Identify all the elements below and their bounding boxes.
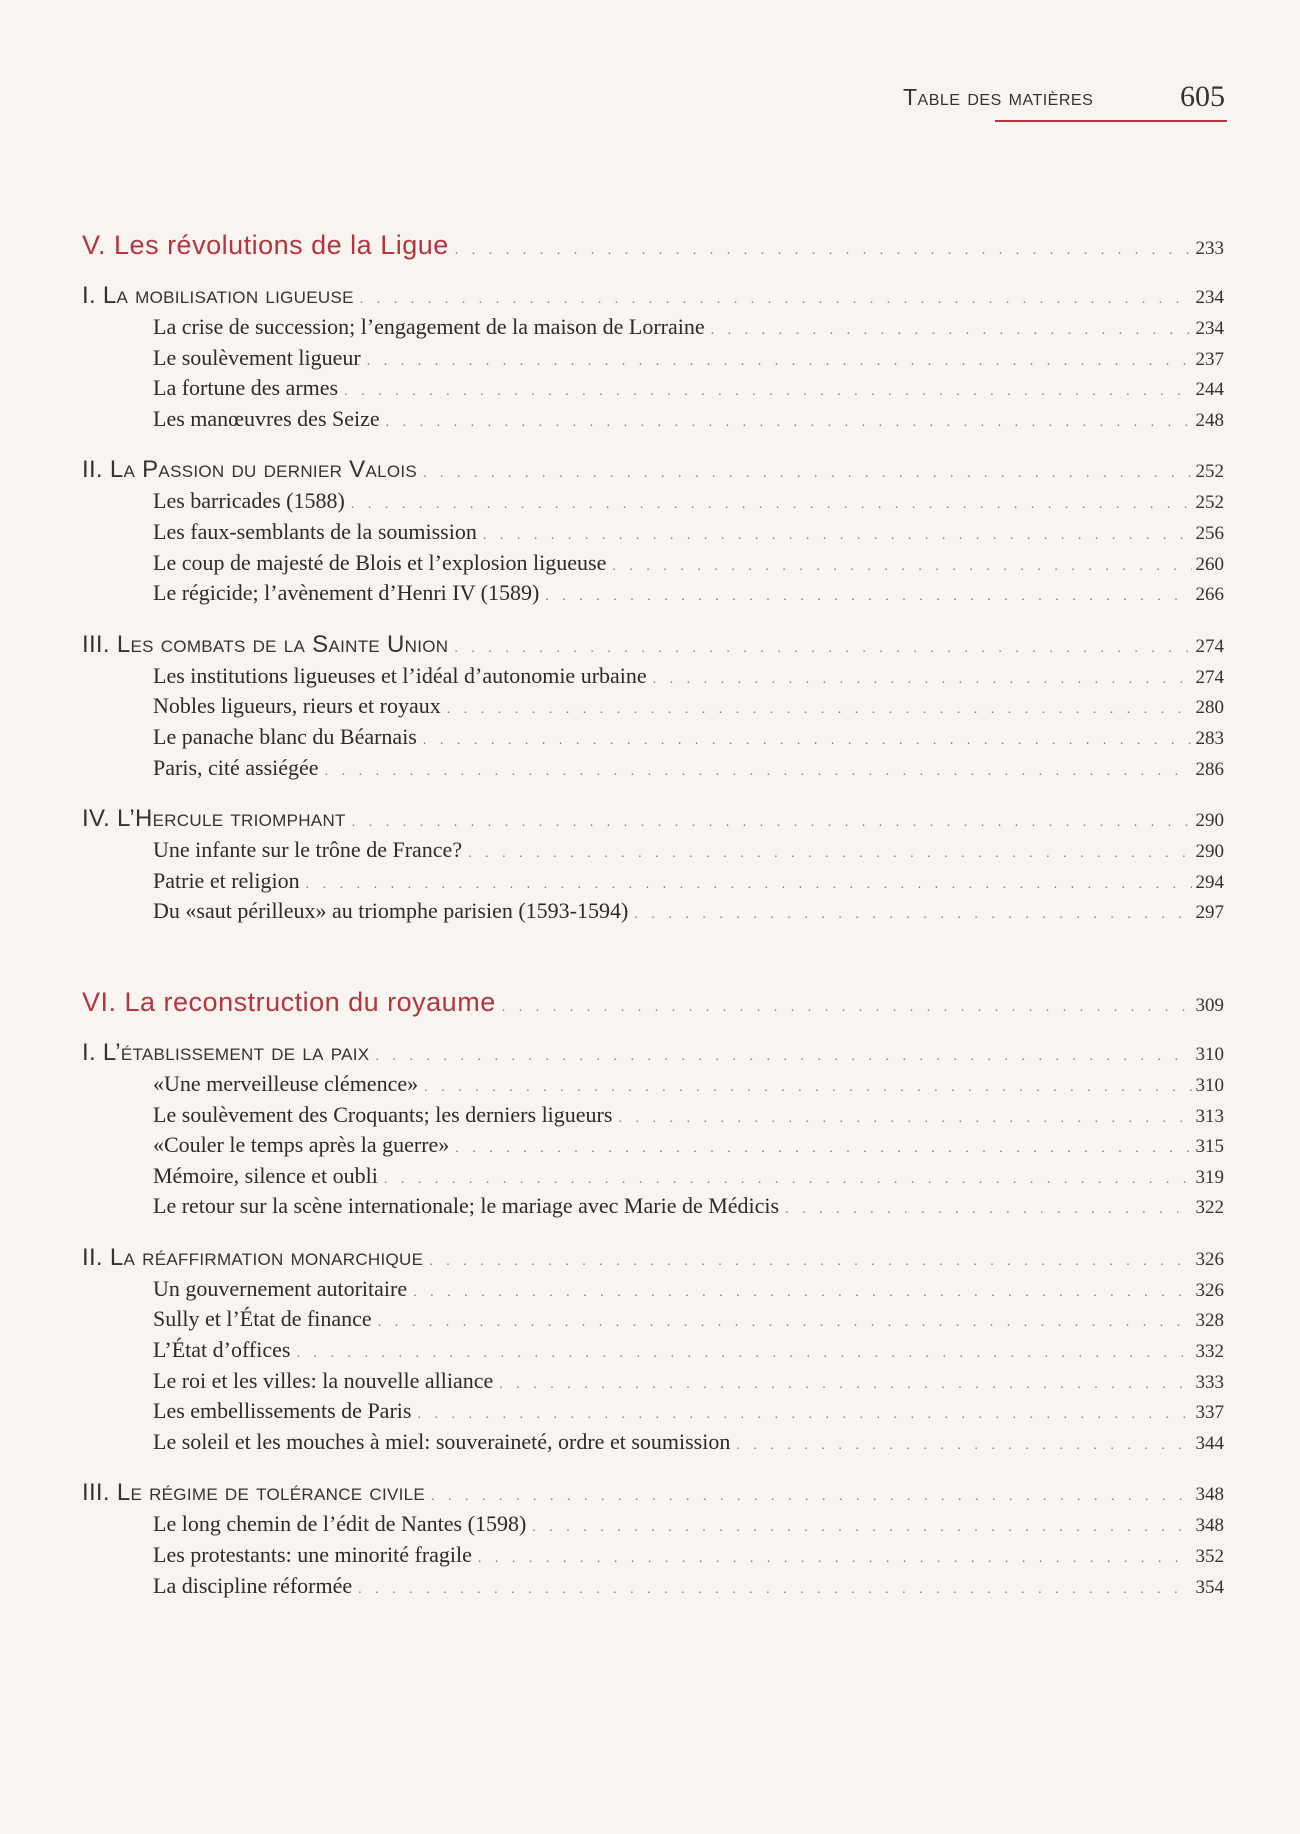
section-entry-page: 274 bbox=[1195, 666, 1224, 688]
dot-leader bbox=[358, 1582, 1191, 1598]
section-entry-page: 354 bbox=[1195, 1576, 1224, 1598]
chapter-entry[interactable] bbox=[82, 1479, 1224, 1511]
section-entry-title: Une infante sur le trône de France? bbox=[153, 837, 463, 863]
toc-chapter bbox=[82, 1244, 1224, 1460]
section-entry-page: 266 bbox=[1195, 584, 1224, 606]
section-entry-title: «Couler le temps après la guerre» bbox=[153, 1132, 450, 1158]
section-entry-page: 256 bbox=[1195, 522, 1224, 544]
part-entry-title: V. Les révolutions de la Ligue bbox=[82, 230, 449, 260]
section-entry[interactable] bbox=[82, 1368, 1224, 1399]
section-entry[interactable] bbox=[82, 724, 1224, 755]
section-entry-page: 260 bbox=[1195, 553, 1224, 575]
chapter-entry-page: 348 bbox=[1195, 1484, 1224, 1506]
section-entry-page: 297 bbox=[1195, 902, 1224, 924]
section-entry[interactable] bbox=[82, 1542, 1224, 1573]
section-entry-title: Les faux-semblants de la soumission bbox=[153, 518, 477, 544]
section-entry-title: Le régicide; l’avènement d’Henri IV (1589) bbox=[153, 580, 540, 606]
section-entry-page: 313 bbox=[1195, 1105, 1224, 1127]
section-entry-title: Les barricades (1588) bbox=[153, 488, 345, 514]
section-entry[interactable] bbox=[82, 693, 1224, 724]
section-entry[interactable] bbox=[82, 1306, 1224, 1337]
section-entry-title: Le long chemin de l’édit de Nantes (1598) bbox=[153, 1511, 527, 1537]
running-title: Table des matières bbox=[903, 84, 1094, 110]
chapter-entry-title: IV. L’Hercule triomphant bbox=[82, 805, 346, 833]
chapter-entry-title: III. Les combats de la Sainte Union bbox=[82, 630, 449, 658]
section-entry[interactable] bbox=[82, 1429, 1224, 1460]
section-entry-page: 326 bbox=[1195, 1279, 1224, 1301]
dot-leader bbox=[384, 1172, 1192, 1188]
section-entry-title: Le panache blanc du Béarnais bbox=[153, 723, 417, 749]
section-entry-title: La discipline réformée bbox=[153, 1572, 353, 1598]
toc-chapter bbox=[82, 631, 1224, 785]
dot-leader bbox=[413, 1285, 1191, 1301]
section-entry-title: Le soleil et les mouches à miel: souveraineté, ordre et soumission bbox=[153, 1428, 731, 1454]
chapter-entry-title: II. La Passion du dernier Valois bbox=[82, 456, 418, 484]
section-entry[interactable] bbox=[82, 1276, 1224, 1307]
toc-chapter bbox=[82, 1479, 1224, 1603]
section-entry[interactable] bbox=[82, 345, 1224, 376]
dot-leader bbox=[736, 1438, 1191, 1454]
section-entry[interactable] bbox=[82, 314, 1224, 345]
dot-leader bbox=[352, 815, 1192, 831]
chapter-entry-page: 326 bbox=[1195, 1248, 1224, 1270]
section-entry[interactable] bbox=[82, 1132, 1224, 1163]
table-of-contents bbox=[82, 230, 1224, 1661]
section-entry[interactable] bbox=[82, 1071, 1224, 1102]
dot-leader bbox=[423, 733, 1192, 749]
part-entry-page: 233 bbox=[1195, 238, 1224, 259]
dot-leader bbox=[478, 1551, 1192, 1567]
section-entry-page: 286 bbox=[1195, 758, 1224, 780]
section-entry-page: 344 bbox=[1195, 1432, 1224, 1454]
dot-leader bbox=[386, 415, 1192, 431]
chapter-entry-page: 234 bbox=[1195, 287, 1224, 308]
section-entry-page: 280 bbox=[1195, 697, 1224, 719]
section-entry-page: 290 bbox=[1195, 841, 1224, 863]
section-entry-title: Nobles ligueurs, rieurs et royaux bbox=[153, 693, 441, 719]
section-entry[interactable] bbox=[82, 519, 1224, 550]
chapter-entry[interactable] bbox=[82, 456, 1224, 488]
dot-leader bbox=[545, 589, 1191, 605]
toc-part bbox=[82, 230, 1224, 929]
section-entry-title: Sully et l’État de finance bbox=[153, 1306, 372, 1332]
chapter-entry-page: 274 bbox=[1195, 635, 1224, 657]
section-entry-page: 310 bbox=[1195, 1074, 1224, 1096]
dot-leader bbox=[325, 764, 1192, 780]
part-entry[interactable] bbox=[82, 987, 1224, 1027]
toc-chapter bbox=[82, 805, 1224, 929]
dot-leader bbox=[378, 1315, 1192, 1331]
dot-leader bbox=[785, 1202, 1191, 1218]
chapter-entry-page: 290 bbox=[1195, 810, 1224, 832]
part-entry-title: VI. La reconstruction du royaume bbox=[82, 986, 496, 1017]
section-entry-page: 333 bbox=[1195, 1371, 1224, 1393]
section-entry[interactable] bbox=[82, 663, 1224, 694]
chapter-entry-title: I. L’établissement de la paix bbox=[82, 1038, 370, 1066]
dot-leader bbox=[468, 846, 1191, 862]
section-entry-page: 252 bbox=[1195, 492, 1224, 514]
dot-leader bbox=[455, 1141, 1191, 1157]
toc-chapter bbox=[82, 282, 1224, 436]
dot-leader bbox=[424, 1080, 1191, 1096]
section-entry-title: Le roi et les villes: la nouvelle alliance bbox=[153, 1367, 494, 1393]
section-entry-page: 244 bbox=[1195, 379, 1224, 401]
section-entry[interactable] bbox=[82, 1193, 1224, 1224]
section-entry-title: Du «saut périlleux» au triomphe parisien (1593-1594) bbox=[153, 898, 629, 924]
dot-leader bbox=[711, 323, 1192, 339]
toc-part bbox=[82, 987, 1224, 1603]
section-entry-page: 237 bbox=[1195, 348, 1224, 370]
dot-leader bbox=[431, 1489, 1191, 1505]
section-entry[interactable] bbox=[82, 1398, 1224, 1429]
section-entry-page: 352 bbox=[1195, 1546, 1224, 1568]
section-entry-page: 319 bbox=[1195, 1166, 1224, 1188]
section-entry-title: Les protestants: une minorité fragile bbox=[153, 1542, 472, 1568]
dot-leader bbox=[454, 641, 1191, 657]
section-entry-title: Le retour sur la scène internationale; le mariage avec Marie de Médicis bbox=[153, 1193, 780, 1219]
running-head bbox=[903, 80, 1227, 122]
part-entry[interactable] bbox=[82, 230, 1224, 270]
section-entry-page: 322 bbox=[1195, 1197, 1224, 1219]
section-entry-page: 283 bbox=[1195, 727, 1224, 749]
dot-leader bbox=[612, 559, 1191, 575]
section-entry-title: Le soulèvement ligueur bbox=[153, 344, 361, 370]
dot-leader bbox=[360, 292, 1192, 308]
dot-leader bbox=[429, 1254, 1191, 1270]
section-entry[interactable] bbox=[82, 1573, 1224, 1604]
section-entry-title: Les institutions ligueuses et l’idéal d’autonomie urbaine bbox=[153, 662, 647, 688]
section-entry-page: 348 bbox=[1195, 1515, 1224, 1537]
chapter-entry[interactable] bbox=[82, 282, 1224, 314]
section-entry[interactable] bbox=[82, 868, 1224, 899]
chapter-entry[interactable] bbox=[82, 805, 1224, 837]
page-number: 605 bbox=[1180, 80, 1225, 113]
section-entry-title: L’État d’offices bbox=[153, 1337, 291, 1363]
section-entry-title: Les embellissements de Paris bbox=[153, 1398, 412, 1424]
chapter-entry-page: 252 bbox=[1195, 461, 1224, 483]
section-entry[interactable] bbox=[82, 1337, 1224, 1368]
section-entry-title: Le coup de majesté de Blois et l’explosion ligueuse bbox=[153, 549, 607, 575]
dot-leader bbox=[351, 497, 1192, 513]
dot-leader bbox=[306, 877, 1192, 893]
chapter-entry-title: I. La mobilisation ligueuse bbox=[82, 282, 354, 309]
section-entry-page: 337 bbox=[1195, 1402, 1224, 1424]
chapter-entry[interactable] bbox=[82, 631, 1224, 663]
dot-leader bbox=[483, 528, 1192, 544]
section-entry[interactable] bbox=[82, 755, 1224, 786]
dot-leader bbox=[417, 1407, 1191, 1423]
section-entry[interactable] bbox=[82, 406, 1224, 437]
section-entry-page: 234 bbox=[1195, 318, 1224, 339]
section-entry-title: Un gouvernement autoritaire bbox=[153, 1275, 408, 1301]
section-entry[interactable] bbox=[82, 1163, 1224, 1194]
part-entry-page: 309 bbox=[1195, 994, 1224, 1016]
section-entry[interactable] bbox=[82, 1102, 1224, 1133]
section-entry-title: Mémoire, silence et oubli bbox=[153, 1162, 378, 1188]
section-entry-title: La crise de succession; l’engagement de la maison de Lorraine bbox=[153, 314, 705, 339]
dot-leader bbox=[423, 466, 1191, 482]
chapter-entry[interactable] bbox=[82, 1039, 1224, 1071]
chapter-entry-title: II. La réaffirmation monarchique bbox=[82, 1243, 424, 1271]
section-entry-title: La fortune des armes bbox=[153, 375, 339, 401]
dot-leader bbox=[447, 702, 1192, 718]
section-entry[interactable] bbox=[82, 898, 1224, 929]
section-entry-title: Les manœuvres des Seize bbox=[153, 405, 380, 431]
toc-chapter bbox=[82, 456, 1224, 610]
section-entry[interactable] bbox=[82, 550, 1224, 581]
dot-leader bbox=[502, 1000, 1192, 1016]
section-entry[interactable] bbox=[82, 837, 1224, 868]
chapter-entry-title: III. Le régime de tolérance civile bbox=[82, 1479, 426, 1507]
toc-chapter bbox=[82, 1039, 1224, 1224]
dot-leader bbox=[375, 1049, 1191, 1065]
dot-leader bbox=[653, 672, 1192, 688]
section-entry-title: Le soulèvement des Croquants; les derniers ligueurs bbox=[153, 1101, 613, 1127]
section-entry-page: 332 bbox=[1195, 1341, 1224, 1363]
section-entry-title: «Une merveilleuse clémence» bbox=[153, 1070, 419, 1096]
section-entry[interactable] bbox=[82, 1511, 1224, 1542]
section-entry-page: 294 bbox=[1195, 871, 1224, 893]
dot-leader bbox=[634, 907, 1191, 923]
section-entry-page: 328 bbox=[1195, 1310, 1224, 1332]
section-entry[interactable] bbox=[82, 580, 1224, 611]
dot-leader bbox=[499, 1377, 1191, 1393]
dot-leader bbox=[455, 243, 1192, 259]
section-entry-page: 315 bbox=[1195, 1136, 1224, 1158]
dot-leader bbox=[367, 354, 1192, 370]
dot-leader bbox=[344, 384, 1191, 400]
section-entry-page: 248 bbox=[1195, 409, 1224, 431]
section-entry[interactable] bbox=[82, 375, 1224, 406]
dot-leader bbox=[296, 1346, 1191, 1362]
dot-leader bbox=[618, 1111, 1191, 1127]
section-entry[interactable] bbox=[82, 488, 1224, 519]
section-entry-title: Patrie et religion bbox=[153, 867, 300, 893]
chapter-entry[interactable] bbox=[82, 1244, 1224, 1276]
section-entry-title: Paris, cité assiégée bbox=[153, 754, 319, 780]
dot-leader bbox=[532, 1520, 1191, 1536]
chapter-entry-page: 310 bbox=[1195, 1043, 1224, 1065]
